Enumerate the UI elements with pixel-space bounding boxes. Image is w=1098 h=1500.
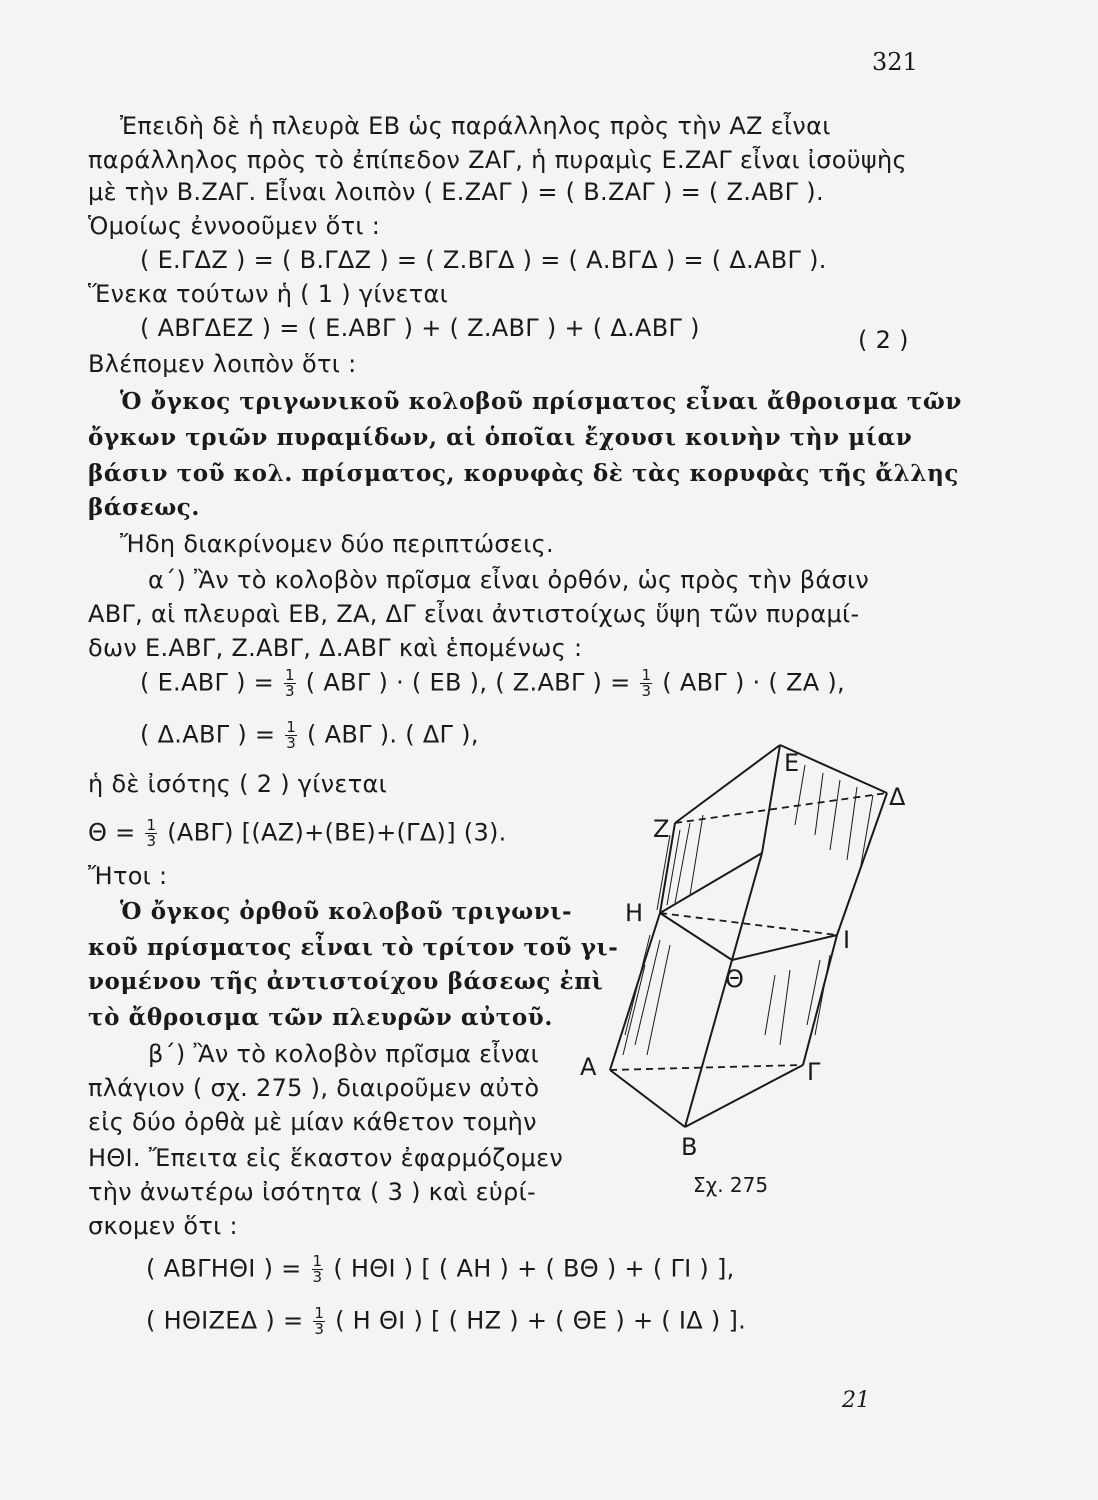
edge-AB bbox=[610, 1070, 685, 1127]
theorem-line: βάσιν τοῦ κολ. πρίσματος, κορυφὰς δὲ τὰς κορυφὰς τῆς ἄλλης bbox=[88, 460, 960, 487]
edge-IG bbox=[803, 935, 837, 1065]
text-line: ἡ δὲ ἰσότης ( 2 ) γίνεται bbox=[88, 770, 387, 798]
equation-part: (ΑΒΓ) [(ΑΖ)+(ΒΕ)+(ΓΔ)] (3). bbox=[167, 818, 507, 847]
fraction bbox=[145, 818, 157, 849]
hidden-edge-AG bbox=[610, 1065, 803, 1070]
text-line: μὲ τὴν Β.ΖΑΓ. Εἶναι λοιπὸν ( Ε.ΖΑΓ ) = ( Β.ΖΑΓ ) = ( Ζ.ΑΒΓ ). bbox=[88, 178, 824, 206]
fraction bbox=[313, 1306, 325, 1337]
equation bbox=[140, 668, 845, 699]
text-line: Ἤδη διακρίνομεν δύο περιπτώσεις. bbox=[120, 530, 554, 558]
equation-part: ( Η ΘΙ ) [ ( ΗΖ ) + ( ΘΕ ) + ( ΙΔ ) ]. bbox=[335, 1306, 747, 1335]
fraction-numerator: 1 bbox=[285, 666, 295, 684]
edge-Theta-I bbox=[732, 935, 837, 960]
theorem-line: Ὁ ὄγκος ὀρθοῦ κολοβοῦ τριγωνι- bbox=[120, 898, 573, 925]
theorem-line: βάσεως. bbox=[88, 494, 201, 521]
text-line: σκομεν ὅτι : bbox=[88, 1212, 238, 1240]
fraction bbox=[285, 720, 297, 751]
fraction-denominator: 3 bbox=[312, 1268, 323, 1286]
theorem-line: τὸ ἄθροισμα τῶν πλευρῶν αὐτοῦ. bbox=[88, 1004, 553, 1031]
vertex-label-Theta: Θ bbox=[725, 965, 744, 993]
vertex-label-H: Η bbox=[625, 899, 644, 927]
equation-part: ( ΗΘΙ ) [ ( ΑΗ ) + ( ΒΘ ) + ( ΓΙ ) ], bbox=[333, 1254, 735, 1283]
fraction-numerator: 1 bbox=[286, 718, 297, 736]
equation-part: ( ΗΘΙΖΕΔ ) = bbox=[146, 1306, 304, 1335]
vertex-label-G: Γ bbox=[807, 1058, 821, 1086]
fraction-numerator: 1 bbox=[146, 816, 157, 834]
vertex-label-E: Ε bbox=[784, 749, 800, 777]
vertex-label-A: Α bbox=[580, 1053, 597, 1081]
text-line: ΗΘΙ. Ἔπειτα εἰς ἕκαστον ἐφαρμόζομεν bbox=[88, 1144, 564, 1172]
edge-DI bbox=[837, 793, 887, 935]
vertex-label-D: Δ bbox=[889, 783, 906, 811]
fraction bbox=[640, 668, 652, 699]
text-line: α΄) Ἂν τὸ κολοβὸν πρῖσμα εἶναι ὀρθόν, ὡς πρὸς τὴν βάσιν bbox=[148, 566, 870, 594]
edge-EB-top bbox=[762, 745, 780, 853]
text-line: Ἤτοι : bbox=[88, 862, 168, 890]
theorem-line: νομένου τῆς ἀντιστοίχου βάσεως ἐπὶ bbox=[88, 968, 604, 995]
equation bbox=[146, 1306, 746, 1337]
vertex-label-B: Β bbox=[681, 1133, 698, 1161]
fraction-numerator: 1 bbox=[314, 1304, 325, 1322]
hidden-edge-HI bbox=[660, 913, 837, 935]
fraction-denominator: 3 bbox=[146, 832, 157, 850]
equation bbox=[146, 1254, 735, 1285]
signature-mark: 21 bbox=[842, 1388, 870, 1413]
equation-part: ( ΑΒΓΗΘΙ ) = bbox=[146, 1254, 302, 1283]
theorem-line: κοῦ πρίσματος εἶναι τὸ τρίτον τοῦ γι- bbox=[88, 934, 619, 961]
equation bbox=[140, 720, 479, 751]
text-line: δων Ε.ΑΒΓ, Ζ.ΑΒΓ, Δ.ΑΒΓ καὶ ἑπομένως : bbox=[88, 634, 583, 662]
vertex-label-Z: Ζ bbox=[653, 815, 670, 843]
edge-ZE bbox=[675, 745, 780, 823]
text-line: Ὁμοίως ἐννοοῦμεν ὅτι : bbox=[88, 212, 381, 240]
fraction-denominator: 3 bbox=[285, 682, 295, 700]
figure-caption: Σχ. 275 bbox=[693, 1173, 769, 1197]
edge-BG bbox=[685, 1065, 803, 1127]
text-line: πλάγιον ( σχ. 275 ), διαιροῦμεν αὐτὸ bbox=[88, 1074, 540, 1102]
fraction-numerator: 1 bbox=[641, 666, 652, 684]
theorem-line: Ὁ ὄγκος τριγωνικοῦ κολοβοῦ πρίσματος εἶναι ἄθροισμα τῶν bbox=[120, 388, 962, 415]
fraction bbox=[312, 1254, 324, 1285]
text-line: Βλέπομεν λοιπὸν ὅτι : bbox=[88, 350, 357, 378]
equation-part: ( ΑΒΓ ). ( ΔΓ ), bbox=[307, 720, 479, 749]
equation-part: ( ΑΒΓ ) · ( ΖΑ ), bbox=[662, 668, 845, 697]
text-line: β΄) Ἂν τὸ κολοβὸν πρῖσμα εἶναι bbox=[148, 1040, 540, 1068]
equation bbox=[88, 818, 507, 849]
fraction-denominator: 3 bbox=[286, 734, 297, 752]
fraction bbox=[284, 668, 296, 699]
text-line: Ἐπειδὴ δὲ ἡ πλευρὰ ΕΒ ὡς παράλληλος πρὸς τὴν ΑΖ εἶναι bbox=[120, 112, 831, 140]
equation-part: ( Δ.ΑΒΓ ) = bbox=[140, 720, 276, 749]
vertex-labels bbox=[580, 749, 906, 1161]
text-line: παράλληλος πρὸς τὸ ἐπίπεδον ΖΑΓ, ἡ πυραμὶς Ε.ΖΑΓ εἶναι ἰσοϋψὴς bbox=[88, 146, 907, 174]
fraction-denominator: 3 bbox=[641, 682, 652, 700]
theorem-line: ὄγκων τριῶν πυραμίδων, αἱ ὁποῖαι ἔχουσι κοινὴν τὴν μίαν bbox=[88, 424, 913, 451]
vertex-label-I: Ι bbox=[843, 926, 851, 954]
fraction-numerator: 1 bbox=[312, 1252, 323, 1270]
equation-part: Θ = bbox=[88, 818, 136, 847]
fraction-denominator: 3 bbox=[314, 1320, 325, 1338]
equation-part: ( ΑΒΓ ) · ( ΕΒ ), ( Ζ.ΑΒΓ ) = bbox=[305, 668, 631, 697]
equation: ( Ε.ΓΔΖ ) = ( Β.ΓΔΖ ) = ( Ζ.ΒΓΔ ) = ( Α.ΒΓΔ ) = ( Δ.ΑΒΓ ). bbox=[140, 246, 827, 274]
text-line: τὴν ἀνωτέρω ἰσότητα ( 3 ) καὶ εὑρί- bbox=[88, 1178, 536, 1206]
equation: ( ΑΒΓΔΕΖ ) = ( Ε.ΑΒΓ ) + ( Ζ.ΑΒΓ ) + ( Δ.ΑΒΓ ) bbox=[140, 314, 700, 342]
prism-figure bbox=[575, 735, 915, 1205]
text-line: Ἕνεκα τούτων ἡ ( 1 ) γίνεται bbox=[88, 280, 449, 308]
edge-HA bbox=[610, 913, 660, 1070]
equation-part: ( Ε.ΑΒΓ ) = bbox=[140, 668, 275, 697]
page-number: 321 bbox=[872, 48, 918, 76]
text-line: ΑΒΓ, αἱ πλευραὶ ΕΒ, ΖΑ, ΔΓ εἶναι ἀντιστοίχως ὕψη τῶν πυραμί- bbox=[88, 600, 860, 628]
text-line: εἰς δύο ὀρθὰ μὲ μίαν κάθετον τομὴν bbox=[88, 1108, 537, 1136]
equation-number: ( 2 ) bbox=[858, 326, 909, 354]
